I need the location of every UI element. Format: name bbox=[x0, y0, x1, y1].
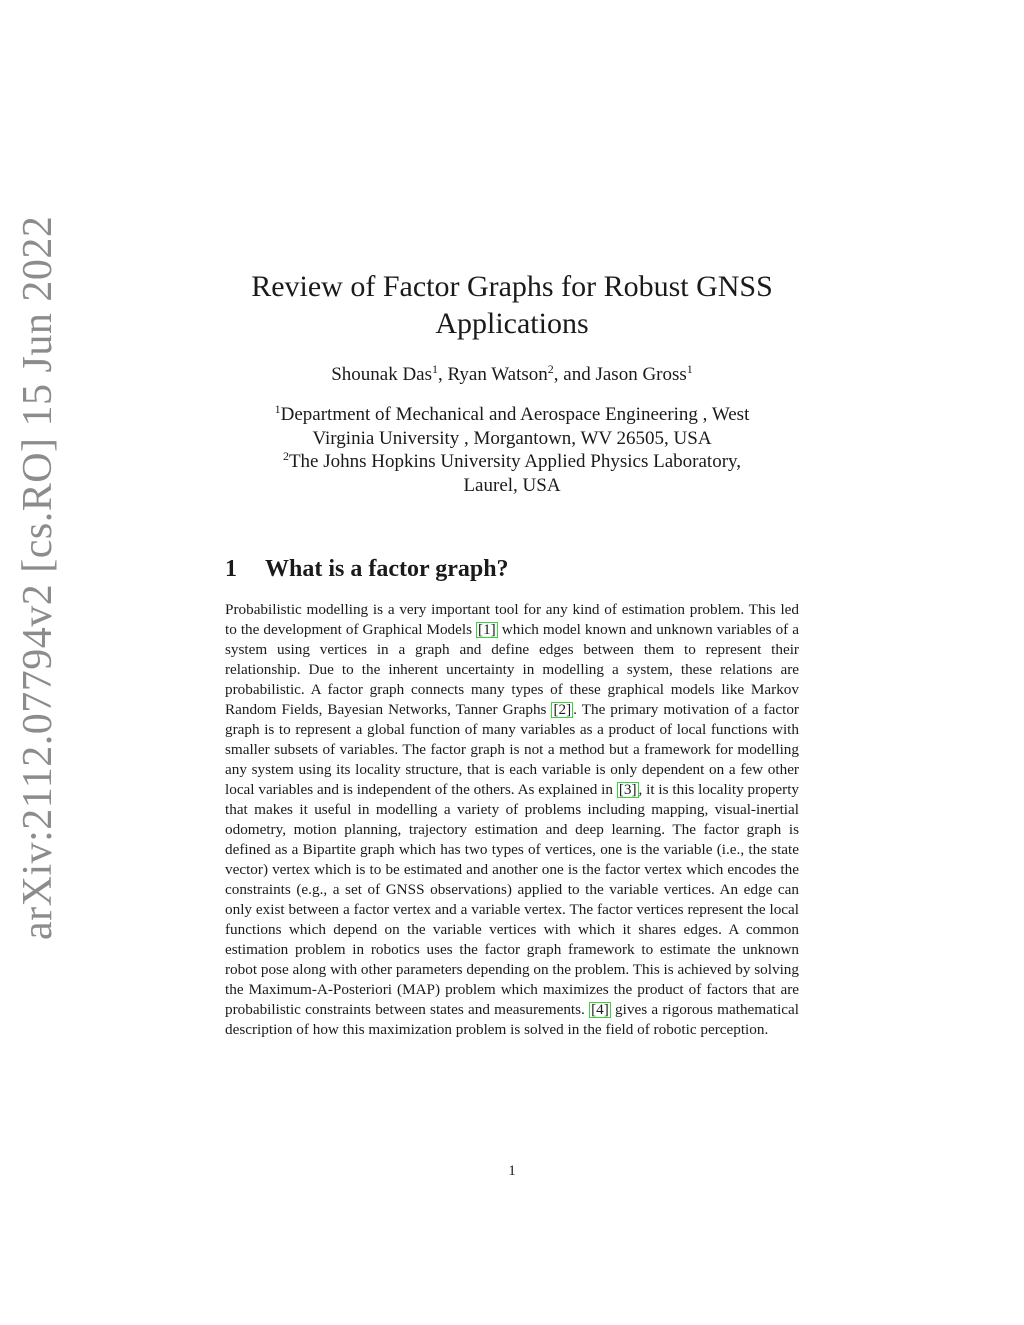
section-number: 1 bbox=[225, 556, 237, 582]
affiliation-text: The Johns Hopkins University Applied Physics Laboratory, bbox=[288, 451, 742, 472]
author-name: Ryan Watson bbox=[447, 364, 548, 385]
paper-title-line-2: Applications bbox=[435, 307, 589, 340]
author-affiliation-mark: 2 bbox=[547, 362, 554, 376]
citation-link-3[interactable]: [3] bbox=[618, 781, 637, 798]
affiliation-entry bbox=[230, 403, 794, 450]
affiliation-mark: 1 bbox=[274, 402, 281, 416]
page-number: 1 bbox=[508, 1163, 516, 1179]
author-affiliation-mark: 1 bbox=[686, 362, 693, 376]
paragraph-text: , it is this locality property that makes it useful in modelling a variety of problems including mapping, visual-inertial odometry, motion planning, trajectory estimation and deep learning. The factor graph is defined as a Bipartite graph which has two types of vertices, one is the variable (i.e., the state vector) vertex which is to be estimated and another one is the factor vertex which encodes the constraints (e.g., a set of GNSS observations) applied to the variable vertices. An edge can only exist between a factor vertex and a variable vertex. The factor vertices represent the local functions which depend on the variable vertices with which it shares edges. A common estimation problem in robotics uses the factor graph framework to estimate the unknown robot pose along with other parameters depending on the problem. This is achieved by solving the Maximum-A-Posteriori (MAP) problem which maximizes the product of factors that are probabilistic constraints between states and measurements. bbox=[225, 781, 800, 1018]
author-affiliation-mark: 1 bbox=[432, 362, 439, 376]
section-title: What is a factor graph? bbox=[265, 556, 509, 582]
affiliation-text: Virginia University , Morgantown, WV 26505, USA bbox=[312, 427, 712, 449]
citation-link-2[interactable]: [2] bbox=[553, 701, 572, 718]
paragraph-text: . The primary motivation of a factor graph is to represent a global function of many variables as a product of local functions with smaller subsets of variables. The factor graph is not a method but a framework for modelling any system using its locality structure, that is each variable is only dependent on a few other local variables and is independent of the others. As explained in bbox=[225, 701, 799, 798]
author-separator: , and bbox=[553, 364, 596, 385]
citation-link-4[interactable]: [4] bbox=[591, 1001, 609, 1018]
author-separator: , bbox=[438, 364, 448, 385]
affiliation-mark: 2 bbox=[282, 449, 289, 463]
author-name: Shounak Das bbox=[331, 364, 433, 385]
paper-title bbox=[200, 268, 824, 342]
body-paragraph bbox=[225, 600, 799, 1040]
paragraph-text: gives a rigorous mathematical description of how this maximization problem is solved in the field of robotic perception. bbox=[225, 1001, 799, 1038]
paragraph-text: Probabilistic modelling is a very important tool for any kind of estimation problem. This led to the development of Graphical Models bbox=[225, 601, 799, 638]
affiliation-text: Department of Mechanical and Aerospace Engineering , West bbox=[280, 404, 750, 425]
section-heading bbox=[225, 556, 509, 583]
author-name: Jason Gross bbox=[595, 364, 687, 385]
author-list bbox=[200, 362, 824, 388]
arxiv-identifier-stamp: arXiv:2112.07794v2 [cs.RO] 15 Jun 2022 bbox=[15, 215, 61, 940]
affiliation-list bbox=[230, 403, 794, 497]
paragraph-text: which model known and unknown variables of a system using vertices in a graph and define edges between them to represent their relationship. Due to the inherent uncertainty in modelling a system, these relations are probabilistic. A factor graph connects many types of these graphical models like Markov Random Fields, Bayesian Networks, Tanner Graphs bbox=[225, 621, 799, 718]
affiliation-entry bbox=[230, 450, 794, 497]
citation-link-1[interactable]: [1] bbox=[478, 621, 496, 638]
affiliation-text: Laurel, USA bbox=[463, 474, 561, 496]
paper-title-line-1: Review of Factor Graphs for Robust GNSS bbox=[251, 270, 773, 303]
